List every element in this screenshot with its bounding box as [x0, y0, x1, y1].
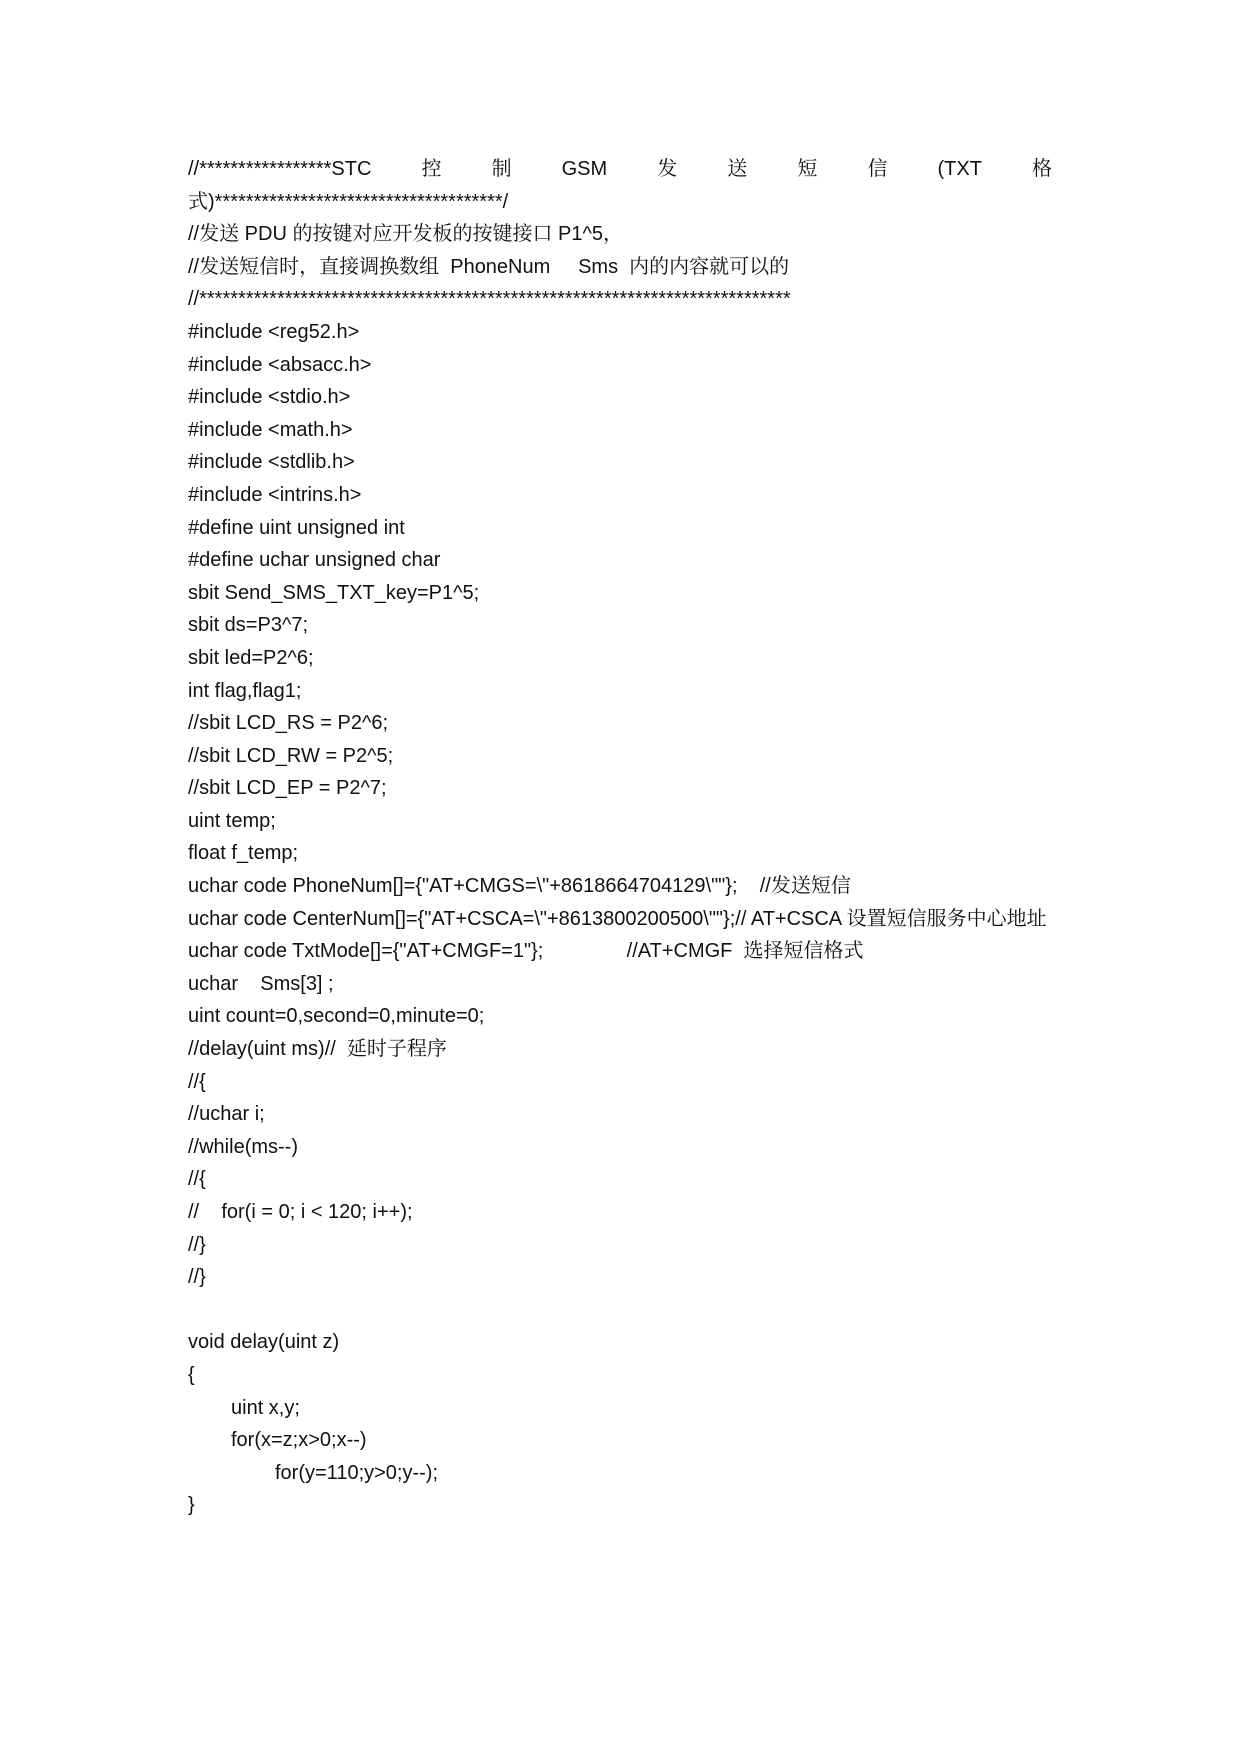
code-line: uchar code TxtMode[]={"AT+CMGF=1"}; //AT+CMGF 选择短信格式	[188, 940, 864, 963]
header-token: 控	[421, 158, 442, 180]
code-line: uchar code PhoneNum[]={"AT+CMGS=\"+8618664704129\""}; //发送短信	[188, 875, 851, 898]
include-line: #include <math.h>	[188, 418, 353, 441]
include-line: #include <reg52.h>	[188, 320, 360, 343]
code-line: int flag,flag1;	[188, 679, 302, 702]
comment-line: //delay(uint ms)// 延时子程序	[188, 1038, 447, 1061]
code-line: uint x,y;	[231, 1396, 300, 1419]
code-line: for(y=110;y>0;y--);	[275, 1461, 439, 1484]
code-line: float f_temp;	[188, 842, 299, 865]
comment-line: //发送 PDU 的按键对应开发板的按键接口 P1^5，	[188, 223, 623, 246]
comment-line: //{	[188, 1070, 206, 1093]
header-token: 发	[657, 158, 678, 180]
define-line: #define uchar unsigned char	[188, 549, 441, 572]
comment-line: //while(ms--)	[188, 1135, 298, 1158]
header-token: 格	[1032, 158, 1052, 180]
header-token: 短	[797, 158, 818, 180]
header-token: //*****************STC	[188, 158, 372, 180]
comment-line: // for(i = 0; i < 120; i++);	[188, 1201, 413, 1223]
code-line: sbit Send_SMS_TXT_key=P1^5;	[188, 581, 480, 604]
comment-line: //发送短信时，直接调换数组 PhoneNum Sms 内的内容就可以的	[188, 255, 790, 278]
comment-line: //sbit LCD_RS = P2^6;	[188, 712, 389, 735]
header-token: GSM	[561, 158, 608, 180]
include-line: #include <stdlib.h>	[188, 451, 355, 474]
code-line: sbit ds=P3^7;	[188, 614, 309, 637]
comment-line: //uchar i;	[188, 1103, 265, 1126]
code-line: uchar code CenterNum[]={"AT+CSCA=\"+8613800200500\""};// AT+CSCA 设置短信服务中心地址	[188, 907, 1047, 930]
code-listing	[188, 153, 1052, 1522]
header-comment-line-1	[188, 153, 1052, 186]
header-token: (TXT	[937, 158, 982, 180]
code-line: uint temp;	[188, 809, 276, 832]
include-line: #include <absacc.h>	[188, 353, 372, 376]
comment-line: //sbit LCD_EP = P2^7;	[188, 777, 387, 800]
comment-line: //{	[188, 1168, 206, 1191]
header-token: 制	[491, 158, 512, 180]
comment-line: //}	[188, 1233, 206, 1256]
define-line: #define uint unsigned int	[188, 516, 405, 539]
blank-line	[188, 1294, 1052, 1327]
code-line: for(x=z;x>0;x--)	[231, 1429, 367, 1452]
header-comment-line-2: 式)*************************************/	[188, 190, 509, 213]
include-line: #include <stdio.h>	[188, 386, 351, 409]
header-token: 送	[727, 158, 748, 180]
separator-comment-line: //****************************************************************************	[188, 288, 791, 311]
code-line: {	[188, 1363, 195, 1386]
code-line: void delay(uint z)	[188, 1331, 340, 1354]
comment-line: //sbit LCD_RW = P2^5;	[188, 744, 394, 767]
code-line: }	[188, 1494, 195, 1517]
code-line: uint count=0,second=0,minute=0;	[188, 1005, 485, 1028]
comment-line: //}	[188, 1266, 206, 1289]
include-line: #include <intrins.h>	[188, 483, 362, 506]
code-line: sbit led=P2^6;	[188, 646, 314, 669]
header-token: 信	[867, 158, 888, 180]
code-line: uchar Sms[3] ;	[188, 972, 334, 995]
